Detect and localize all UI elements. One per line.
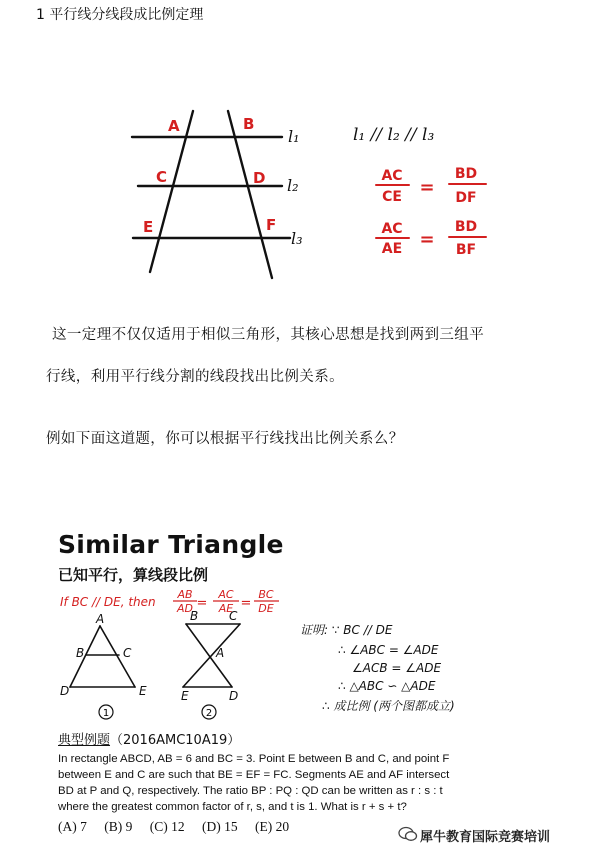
choice-b: (B) 9 [104,819,133,834]
fig1-side-left [70,626,100,687]
fig2-C: C [229,609,238,623]
example-year: （2016AMC10A19） [110,733,241,748]
fig1-C: C [123,646,132,660]
proof-line-3: ∠ACB = ∠ADE [352,661,442,675]
proof-line-2: ∴ ∠ABC = ∠ADE [338,643,439,657]
card-subtitle: 已知平行，算线段比例 [58,566,209,584]
eq2: = [240,596,252,611]
problem-line-3: BD at P and Q, respectively. The ratio BP : PQ : QD can be written as r : s : t [58,785,443,797]
fig1-D: D [60,684,70,698]
label-F: F [266,216,277,234]
proof-line-4: ∴ △ABC ∽ △ADE [338,679,436,693]
fig2-CE [183,624,240,687]
label-C: C [156,168,168,186]
r2-left-den: AE [381,241,403,257]
choice-a: (A) 7 [58,819,87,834]
fig2-D: D [229,689,239,703]
paragraph-2: 例如下面这道题，你可以根据平行线找出比例关系么？ [46,431,404,447]
proof-line-5: ∴ 成比例 (两个图都成立) [322,699,455,713]
frac2-den: AE [218,602,234,615]
problem-line-1: In rectangle ABCD, AB = 6 and BC = 3. Point E between B and C, and point F [58,753,450,765]
answer-choices [58,819,303,835]
problem-line-4: where the greatest common factor of r, s, and t is 1. What is r + s + t? [58,801,407,813]
section-heading: 1 平行线分线段成比例定理 [36,7,204,23]
label-A: A [168,117,180,135]
choice-d: (D) 15 [202,819,238,834]
choice-c: (C) 12 [149,819,185,834]
fig1-B: B [76,646,85,660]
hand-note: If BC // DE, then [60,595,156,609]
frac1-num: AB [177,588,193,601]
r2-right-num: BD [454,219,478,235]
r2-right-den: BF [455,242,477,258]
fig2-A: A [216,646,225,660]
label-l3: l₃ [291,229,303,248]
label-E: E [143,218,154,236]
r2-eq: = [419,229,435,250]
r1-eq: = [419,177,435,198]
label-D: D [253,169,266,187]
parallel-note: l₁ // l₂ // l₃ [353,125,435,145]
paragraph-1-line-1: 这一定理不仅仅适用于相似三角形，其核心思想是找到两到三组平 [52,327,485,343]
fig2-number: 2 [205,708,213,719]
frac2-num: AC [218,588,234,601]
choice-e: (E) 20 [255,819,290,834]
label-l1: l₁ [288,127,300,146]
r1-left-den: CE [382,189,402,205]
example-title [58,729,240,748]
wechat-icon [398,825,418,843]
problem-line-2: between E and C are such that BE = EF = FC. Segments AE and AF intersect [58,769,450,781]
fig1-E: E [139,684,147,698]
frac1-den: AD [177,602,193,615]
problem-text [58,751,518,815]
label-B: B [243,115,255,133]
example-label: 典型例题 [58,733,111,748]
frac3-num: BC [258,588,274,601]
paragraph-1-line-2: 行线，利用平行线分割的线段找出比例关系。 [46,369,344,385]
r1-right-den: DF [455,190,477,206]
eq1: = [196,596,208,611]
r1-right-num: BD [454,166,478,182]
label-l2: l₂ [287,176,299,195]
watermark: 犀牛教育国际竞赛培训 [420,830,551,845]
frac3-den: DE [258,602,274,615]
fig2-B: B [190,609,199,623]
fig1-number: 1 [102,708,110,719]
card-title: Similar Triangle [58,530,284,559]
fig1-A: A [96,612,105,626]
proof-line-1: 证明: ∵ BC // DE [300,623,393,637]
r2-left-num: AC [381,221,403,237]
r1-left-num: AC [381,168,403,184]
fig2-E: E [181,689,189,703]
fig2-BD [186,624,232,687]
